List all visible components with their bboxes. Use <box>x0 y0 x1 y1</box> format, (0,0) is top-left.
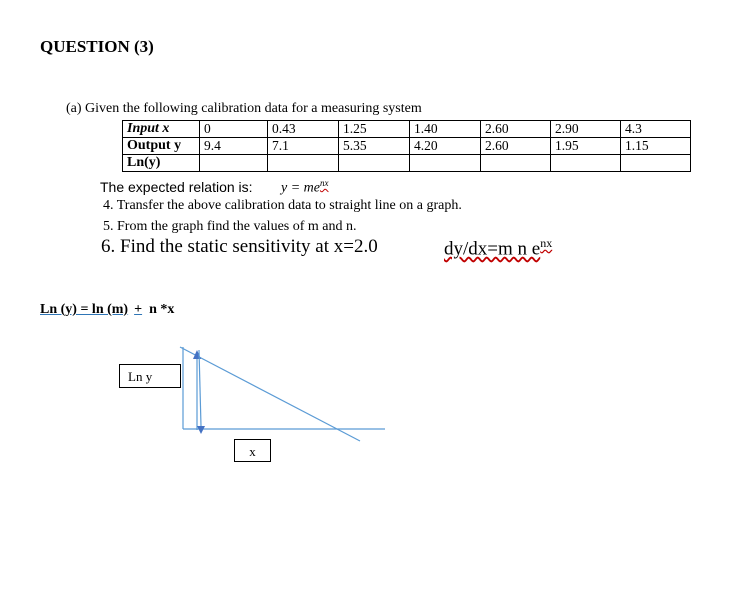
item-6: 6. Find the static sensitivity at x=2.0 <box>101 236 378 257</box>
x-axis-label-box: x <box>234 439 271 462</box>
table-cell: 1.40 <box>410 121 481 138</box>
ln-equation-part2: + <box>134 302 143 317</box>
table-cell: 1.15 <box>621 138 691 155</box>
ln-equation-part1: Ln (y) = ln (m) <box>40 302 129 317</box>
ln-equation-part3: n *x <box>149 302 175 317</box>
arrow-down-icon <box>197 426 205 434</box>
table-cell: 9.4 <box>200 138 268 155</box>
table-cell: 4.20 <box>410 138 481 155</box>
derivative-exponent: nx <box>540 236 553 250</box>
table-cell: 2.90 <box>551 121 621 138</box>
table-cell: 5.35 <box>339 138 410 155</box>
sketch-fit-line <box>180 347 360 441</box>
table-cell: 1.25 <box>339 121 410 138</box>
table-cell: 2.60 <box>481 138 551 155</box>
question-title: QUESTION (3) <box>40 37 154 56</box>
table-cell: 0.43 <box>268 121 339 138</box>
formula-base: y = me <box>281 180 320 196</box>
relation-label: The expected relation is: <box>100 179 253 195</box>
item-5: 5. From the graph find the values of m and n. <box>103 219 357 234</box>
table-cell: 2.60 <box>481 121 551 138</box>
y-axis-label-box: Ln y <box>119 364 181 388</box>
table-cell: 1.95 <box>551 138 621 155</box>
part-a-intro: (a) Given the following calibration data for a measuring system <box>66 101 422 116</box>
formula-exponent: nx <box>320 178 329 188</box>
output-header: Output y <box>123 138 200 155</box>
item-4: 4. Transfer the above calibration data to straight line on a graph. <box>103 198 462 213</box>
derivative-base: dy/dx=m n e <box>444 238 541 260</box>
table-cell: 7.1 <box>268 138 339 155</box>
table-cell: 0 <box>200 121 268 138</box>
table-cell: 4.3 <box>621 121 691 138</box>
sketch-down-arrow <box>199 350 201 426</box>
input-header: Input x <box>123 121 200 138</box>
ln-header: Ln(y) <box>123 155 200 172</box>
